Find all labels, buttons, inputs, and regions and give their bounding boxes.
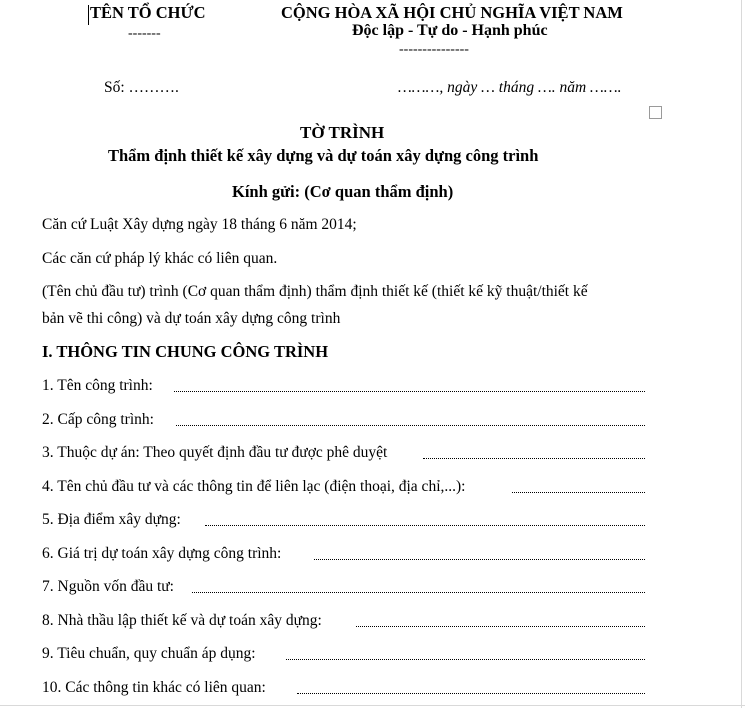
paragraph-submission-line2: bản vẽ thi công) và dự toán xây dựng công trình	[42, 310, 341, 327]
item-construction-location: 5. Địa điểm xây dựng:	[42, 511, 181, 528]
motto-underline: ---------------	[399, 42, 469, 57]
item-belongs-to-project: 3. Thuộc dự án: Theo quyết định đầu tư được phê duyệt	[42, 444, 388, 461]
item-investor-contact: 4. Tên chủ đầu tư và các thông tin để liên lạc (điện thoại, địa chỉ,...):	[42, 478, 466, 495]
checkbox[interactable]	[649, 106, 662, 119]
national-title: CỘNG HÒA XÃ HỘI CHỦ NGHĨA VIỆT NAM	[281, 3, 623, 22]
item-design-contractor-fill	[356, 626, 645, 627]
item-applied-standards: 9. Tiêu chuẩn, quy chuẩn áp dụng:	[42, 645, 256, 662]
item-project-name: 1. Tên công trình:	[42, 377, 153, 394]
item-other-info-fill	[297, 693, 645, 694]
item-project-grade: 2. Cấp công trình:	[42, 411, 154, 428]
item-estimate-value-fill	[314, 559, 645, 560]
text-cursor	[88, 5, 89, 25]
recipient-line: Kính gửi: (Cơ quan thẩm định)	[232, 182, 454, 201]
item-design-contractor: 8. Nhà thầu lập thiết kế và dự toán xây dựng:	[42, 612, 322, 629]
national-motto: Độc lập - Tự do - Hạnh phúc	[352, 22, 548, 39]
page-right-edge	[741, 0, 742, 708]
document-date: ………, ngày … tháng …. năm …….	[398, 79, 622, 96]
item-belongs-to-project-fill	[423, 458, 645, 459]
page-bottom-edge	[0, 705, 745, 706]
document-title: TỜ TRÌNH	[300, 123, 385, 142]
document-subtitle: Thẩm định thiết kế xây dựng và dự toán xây dựng công trình	[108, 146, 539, 165]
paragraph-other-basis: Các căn cứ pháp lý khác có liên quan.	[42, 250, 278, 267]
paragraph-legal-basis: Căn cứ Luật Xây dựng ngày 18 tháng 6 năm 2014;	[42, 216, 357, 233]
item-investor-contact-fill	[512, 492, 645, 493]
item-project-grade-fill	[176, 425, 645, 426]
item-project-name-fill	[174, 391, 645, 392]
item-funding-source-fill	[192, 592, 645, 593]
item-other-info: 10. Các thông tin khác có liên quan:	[42, 679, 266, 696]
document-number: Số: ……….	[104, 79, 179, 96]
item-funding-source: 7. Nguồn vốn đầu tư:	[42, 578, 174, 595]
item-applied-standards-fill	[286, 659, 645, 660]
org-name: TÊN TỔ CHỨC	[90, 3, 206, 22]
item-estimate-value: 6. Giá trị dự toán xây dựng công trình:	[42, 545, 282, 562]
section-heading: I. THÔNG TIN CHUNG CÔNG TRÌNH	[42, 342, 329, 361]
org-name-underline: -------	[128, 26, 161, 41]
item-construction-location-fill	[205, 525, 645, 526]
paragraph-submission-line1: (Tên chủ đầu tư) trình (Cơ quan thẩm định) thẩm định thiết kế (thiết kế kỹ thuật/thiết kế	[42, 283, 588, 300]
